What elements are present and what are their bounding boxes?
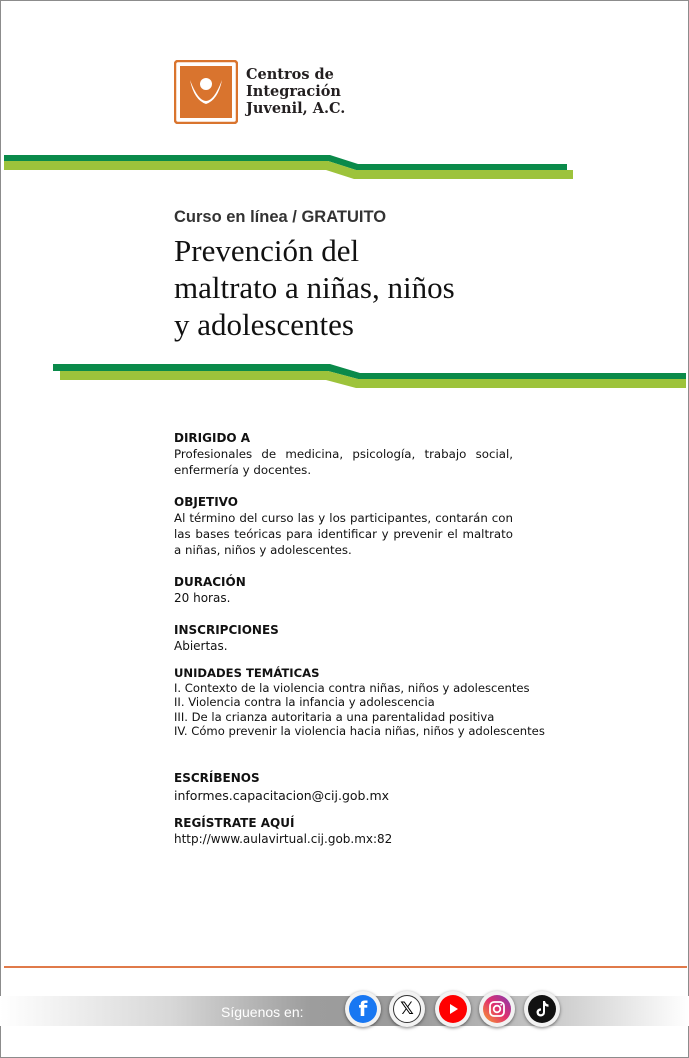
section-text: Al término del curso las y los participantes, contarán con las bases teóricas para identificar y prevenir el maltrato a niñas, niños y adolescentes. [174,511,513,557]
section-heading: ESCRÍBENOS [174,771,260,785]
section-inscripciones [174,622,279,654]
course-title-line: Prevención del [174,233,360,268]
section-dirigido [174,430,513,478]
section-registrate [174,815,392,847]
course-title-line: y adolescentes [174,307,354,342]
unit-item: II. Violencia contra la infancia y adolescencia [174,695,435,709]
footer-divider [4,966,687,968]
org-name-line: Centros de [246,66,334,83]
section-heading: REGÍSTRATE AQUÍ [174,816,295,830]
section-heading: DURACIÓN [174,575,246,589]
top-stripe-light [4,161,573,179]
unit-item: I. Contexto de la violencia contra niñas, niños y adolescentes [174,680,530,695]
section-text: Abiertas. [174,639,228,653]
section-heading: UNIDADES TEMÁTICAS [174,666,320,680]
contact-email-link[interactable]: informes.capacitacion@cij.gob.mx [174,788,390,803]
section-objetivo [174,494,513,558]
registration-url-link[interactable]: http://www.aulavirtual.cij.gob.mx:82 [174,832,393,846]
instagram-icon[interactable] [479,991,515,1027]
tiktok-icon[interactable] [524,991,560,1027]
section-text: 20 horas. [174,591,231,605]
org-name-line: Juvenil, A.C. [246,100,346,117]
section-heading: DIRIGIDO A [174,431,251,445]
unit-item: IV. Cómo prevenir la violencia hacia niñas, niños y adolescentes [174,724,545,738]
section-unidades [174,666,545,739]
section-text: Profesionales de medicina, psicología, trabajo social, enfermería y docentes. [174,447,513,477]
youtube-icon[interactable] [435,991,471,1027]
org-name-line: Integración [246,83,341,100]
course-type: Curso en línea / GRATUITO [174,208,387,226]
facebook-icon[interactable]: f [345,991,381,1027]
section-duracion [174,574,246,606]
follow-label: Síguenos en: [221,1004,304,1020]
course-title [174,232,574,343]
section-heading: INSCRIPCIONES [174,623,279,637]
unit-item: III. De la crianza autoritaria a una parentalidad positiva [174,709,495,724]
section-heading: OBJETIVO [174,495,238,509]
x-icon[interactable]: 𝕏 [389,991,425,1027]
course-title-line: maltrato a niñas, niños [174,270,455,305]
section-escribenos [174,770,389,804]
